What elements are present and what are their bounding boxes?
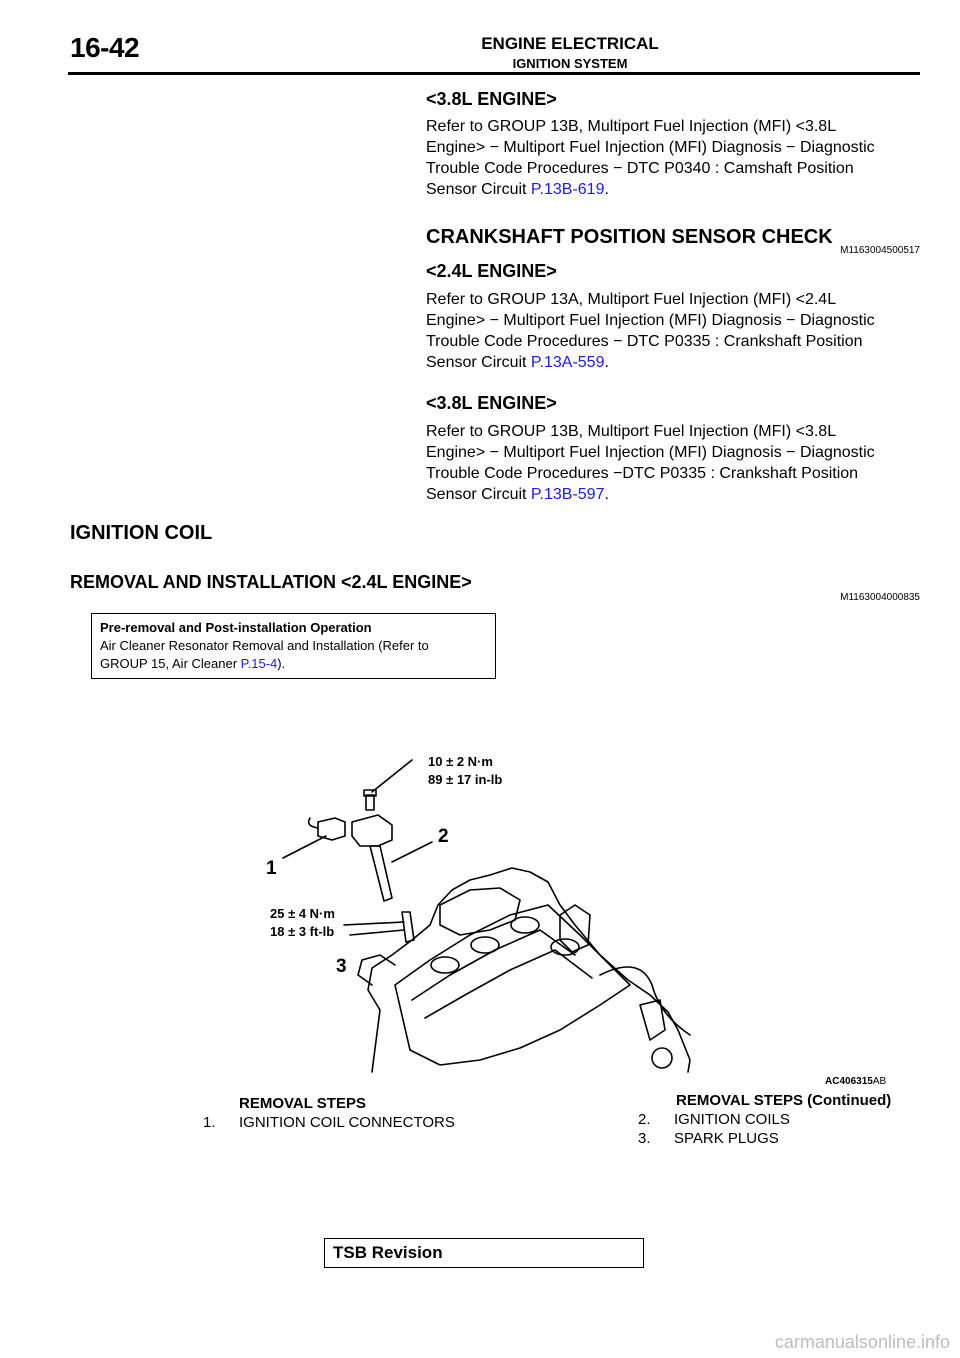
body-line: Engine> − Multiport Fuel Injection (MFI) Diagnosis − Diagnostic: [426, 444, 875, 461]
ref-link-13a-559[interactable]: P.13A-559: [530, 354, 605, 371]
camshaft-38-heading: <3.8L ENGINE>: [426, 89, 557, 109]
removal-step: [203, 1114, 455, 1131]
removal-installation-title: REMOVAL AND INSTALLATION <2.4L ENGINE>: [70, 572, 472, 592]
spark-plug: [402, 912, 414, 942]
coil-connector-shape: [318, 818, 345, 840]
exhaust-side: [358, 955, 395, 985]
tsb-revision-box: TSB Revision: [324, 1238, 644, 1268]
bolt: [366, 795, 374, 810]
crankshaft-title: CRANKSHAFT POSITION SENSOR CHECK: [426, 226, 833, 248]
ref-link-13b-597[interactable]: P.13B-597: [530, 486, 605, 503]
body-line: Refer to GROUP 13A, Multiport Fuel Injection (MFI) <2.4L: [426, 291, 837, 308]
torque-bottom-nm: 25 ± 4 N·m: [270, 906, 335, 921]
ignition-coil-shape: [352, 815, 392, 846]
leader-line: [350, 930, 404, 935]
ignition-coil-illustration: [262, 748, 920, 1090]
torque-top-inlb: 89 ± 17 in-lb: [428, 772, 503, 787]
step-number: 1.: [203, 1114, 216, 1131]
step-label: IGNITION COIL CONNECTORS: [239, 1114, 455, 1131]
step-number: 2.: [638, 1111, 651, 1128]
camshaft-38-body: [426, 116, 926, 200]
intake-manifold: [440, 888, 520, 935]
leader-line: [344, 922, 404, 925]
header-title: ENGINE ELECTRICAL: [481, 34, 659, 53]
connector-wire: [309, 818, 318, 828]
callout-1: 1: [266, 858, 277, 879]
body-line: Engine> − Multiport Fuel Injection (MFI) Diagnosis − Diagnostic: [426, 312, 875, 329]
body-line: Refer to GROUP 13B, Multiport Fuel Injection (MFI) <3.8L: [426, 118, 837, 135]
removal-step: [638, 1130, 779, 1147]
body-line: Trouble Code Procedures − DTC P0335 : Crankshaft Position: [426, 333, 863, 350]
page-number: 16-42: [70, 32, 140, 63]
body-line: Trouble Code Procedures −DTC P0335 : Crankshaft Position: [426, 465, 859, 482]
pre-op-text: ).: [277, 656, 286, 671]
body-line: [426, 352, 926, 373]
body-text: Sensor Circuit: [426, 486, 531, 503]
callout-2: 2: [438, 826, 449, 847]
crankshaft-24-body: [426, 289, 926, 373]
ref-link-15-4[interactable]: P.15-4: [240, 656, 278, 671]
callout-3: 3: [336, 956, 347, 977]
valve-cover-ridge: [412, 930, 575, 1000]
leader-line: [372, 760, 412, 792]
crankshaft-38-heading: <3.8L ENGINE>: [426, 393, 557, 413]
body-line: Engine> − Multiport Fuel Injection (MFI) Diagnosis − Diagnostic: [426, 139, 875, 156]
plug-well: [471, 937, 499, 953]
step-label: SPARK PLUGS: [674, 1130, 779, 1147]
crankshaft-38-body: [426, 421, 926, 505]
crankshaft-code: M1163004500517: [840, 245, 920, 256]
pulley: [652, 1048, 672, 1068]
ignition-coil-title: IGNITION COIL: [70, 522, 213, 544]
body-line: [426, 179, 926, 200]
body-text: .: [604, 354, 609, 371]
header-subtitle: IGNITION SYSTEM: [512, 56, 628, 71]
valve-cover-ridge: [425, 950, 592, 1018]
ignition-coil-body: [370, 846, 392, 901]
pre-op-line: [100, 655, 487, 673]
throttle-body: [560, 905, 590, 952]
leader-line: [283, 836, 326, 858]
header-rule: [68, 72, 920, 75]
figure-code-suffix: AB: [872, 1076, 887, 1087]
ref-link-13b-619[interactable]: P.13B-619: [530, 181, 605, 198]
leader-line: [392, 842, 432, 862]
body-line: Trouble Code Procedures − DTC P0340 : Camshaft Position: [426, 160, 854, 177]
crankshaft-24-heading: <2.4L ENGINE>: [426, 261, 557, 281]
pre-removal-operation-box: [91, 613, 496, 679]
removal-step: [638, 1111, 790, 1128]
body-text: .: [604, 181, 609, 198]
torque-top-nm: 10 ± 2 N·m: [428, 754, 493, 769]
removal-code: M1163004000835: [840, 592, 920, 603]
figure-code-text: AC406315: [825, 1076, 873, 1087]
body-text: Sensor Circuit: [426, 354, 531, 371]
watermark: carmanualsonline.info: [774, 1332, 950, 1352]
pre-op-text: GROUP 15, Air Cleaner: [100, 656, 241, 671]
removal-steps-title: REMOVAL STEPS: [239, 1095, 366, 1112]
body-text: .: [604, 486, 609, 503]
step-label: IGNITION COILS: [674, 1111, 790, 1128]
pre-op-title: Pre-removal and Post-installation Operation: [100, 620, 372, 635]
step-number: 3.: [638, 1130, 651, 1147]
pre-op-line: Air Cleaner Resonator Removal and Installation (Refer to: [100, 638, 429, 653]
body-text: Sensor Circuit: [426, 181, 531, 198]
torque-bottom-ftlb: 18 ± 3 ft-lb: [270, 924, 335, 939]
plug-well: [431, 957, 459, 973]
body-line: [426, 484, 926, 505]
removal-steps-continued-title: REMOVAL STEPS (Continued): [676, 1092, 892, 1109]
figure-code: [825, 1076, 886, 1087]
body-line: Refer to GROUP 13B, Multiport Fuel Injection (MFI) <3.8L: [426, 423, 837, 440]
